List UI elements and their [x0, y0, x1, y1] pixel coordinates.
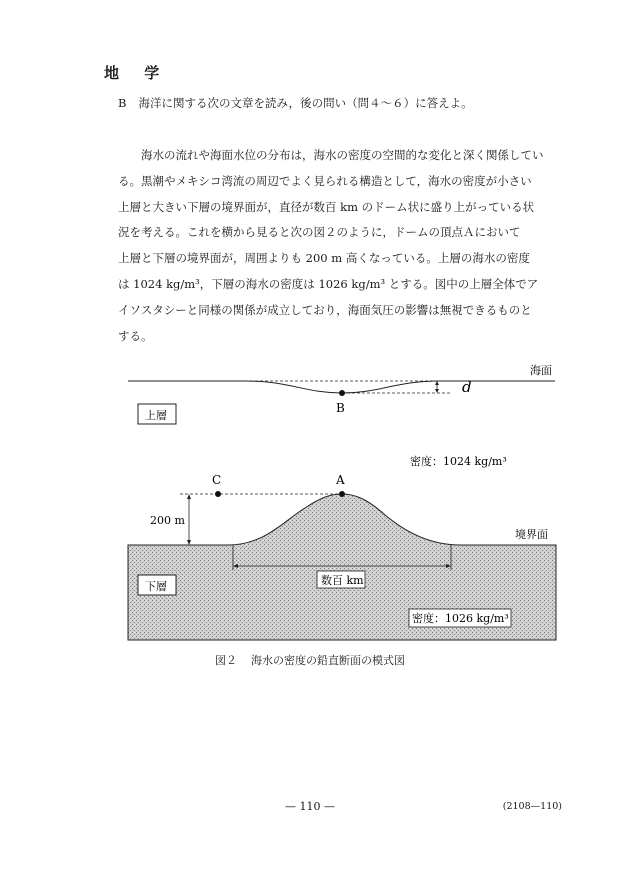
point-C — [215, 491, 221, 497]
subject-heading: 地 学 — [104, 64, 170, 82]
label-boundary: 境界面 — [515, 528, 548, 541]
label-C: C — [212, 473, 222, 487]
passage-line: 海水の流れや海面水位の分布は，海水の密度の空間的な変化と深く関係してい — [141, 148, 544, 162]
question-instruction: 海洋に関する次の文章を読み，後の問い（問４～６）に答えよ。 — [138, 96, 473, 110]
label-upper-layer: 上層 — [145, 409, 167, 422]
passage-line: 上層と大きい下層の境界面が，直径が数百 km のドーム状に盛り上がっている状 — [118, 199, 535, 214]
passage-line: は 1024 kg/m³，下層の海水の密度は 1026 kg/m³ とする。図中の上層全体でア — [118, 276, 539, 291]
label-sea-surface: 海面 — [530, 364, 552, 377]
question-letter: B — [118, 96, 127, 110]
passage-line: 況を考える。これを横から見ると次の図２のように，ドームの頂点Ａにおいて — [118, 225, 521, 240]
figure-caption — [0, 652, 620, 668]
point-B — [339, 390, 345, 396]
200m-arrow-head-down — [187, 540, 191, 545]
d-arrow-head-down — [435, 389, 439, 393]
label-width: 数百 km — [321, 574, 364, 587]
d-arrow-head-up — [435, 381, 439, 385]
label-200m: 200 m — [150, 514, 185, 527]
label-A: A — [336, 473, 345, 487]
passage-line: イソスタシーと同様の関係が成立しており，海面気圧の影響は無視できるものと — [118, 302, 532, 317]
label-d: d — [462, 378, 472, 396]
point-A — [339, 491, 345, 497]
figure-caption-text: 海水の密度の鉛直断面の模式図 — [251, 654, 405, 667]
label-upper-density: 密度：1024 kg/m³ — [410, 455, 507, 468]
200m-arrow-head-up — [187, 494, 191, 499]
label-lower-layer: 下層 — [145, 580, 167, 593]
figure-number: 図２ — [215, 654, 237, 667]
exam-code: (2108—110) — [502, 801, 562, 812]
passage-line: する。 — [118, 328, 153, 343]
label-lower-density: 密度：1026 kg/m³ — [412, 612, 509, 625]
page-number: — 110 — — [285, 800, 335, 813]
passage-line: る。黒潮やメキシコ湾流の周辺でよく見られる構造として，海水の密度が小さい — [118, 173, 532, 188]
passage-line: 上層と下層の境界面が，周囲よりも 200 m 高くなっている。上層の海水の密度 — [118, 251, 530, 266]
label-B: B — [336, 401, 345, 415]
